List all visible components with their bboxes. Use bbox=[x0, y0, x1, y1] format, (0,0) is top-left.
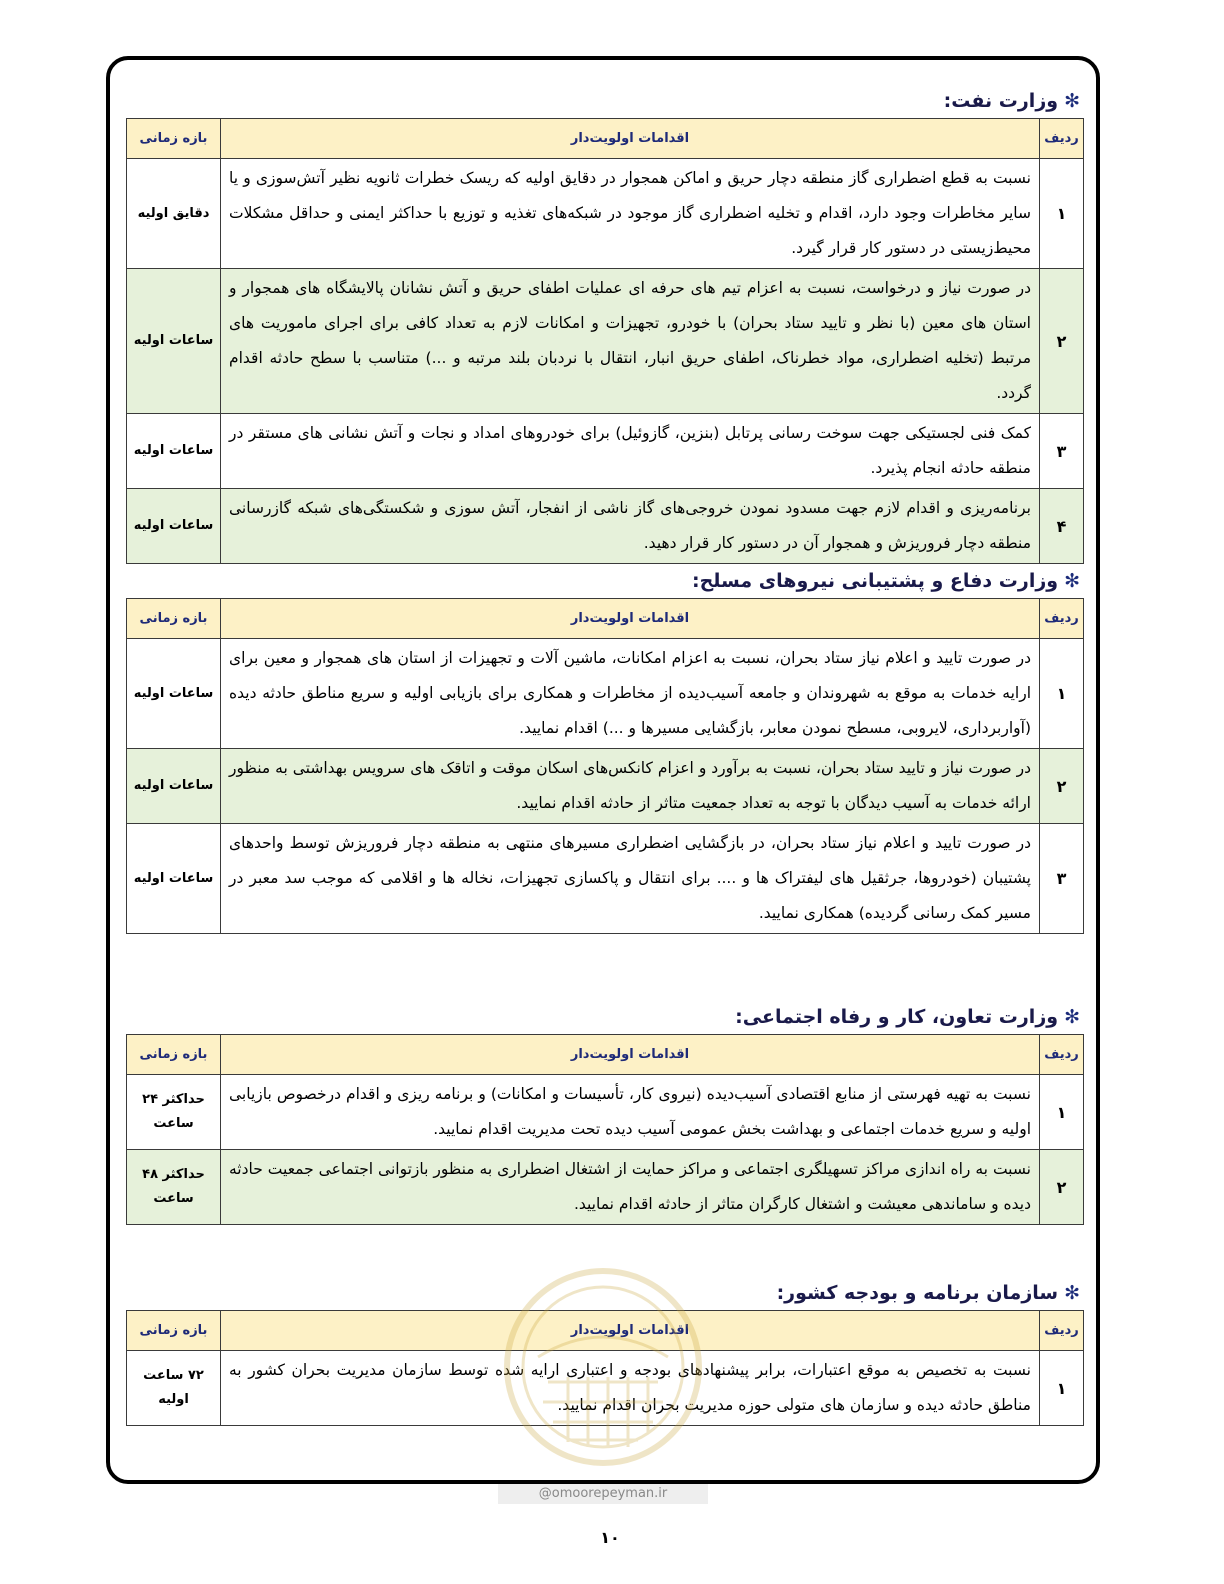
section-oil-ministry bbox=[126, 84, 1084, 564]
asterisk-icon: ✻ bbox=[1064, 90, 1080, 112]
time-frame: ساعات اولیه bbox=[127, 749, 221, 824]
header-time: بازه زمانی bbox=[127, 1035, 221, 1075]
time-frame: حداکثر ۴۸ ساعت bbox=[127, 1150, 221, 1225]
row-number: ۴ bbox=[1040, 489, 1084, 564]
header-actions: اقدامات اولویت‌دار bbox=[221, 1035, 1040, 1075]
asterisk-icon: ✻ bbox=[1064, 570, 1080, 592]
row-number: ۲ bbox=[1040, 1150, 1084, 1225]
action-text: در صورت تایید و اعلام نیاز ستاد بحران، در بازگشایی اضطراری مسیرهای منتهی به منطقه دچار فروریزش توسط واحدهای پشتیبان (خودروها، جرثقیل های لیفتراک ها و .... برای انتقال و پاکسازی تجهیزات، نخاله ها و اقلامی که موجب سد معبر در مسیر کمک رسانی گردیده) همکاری نمایید. bbox=[221, 824, 1040, 934]
action-text: در صورت تایید و اعلام نیاز ستاد بحران، نسبت به اعزام امکانات، ماشین آلات و تجهیزات از استان های همجوار و معین برای ارایه خدمات به موقع به شهروندان و جامعه آسیب‌دیده از مخاطرات و همکاری برای بازیابی اولیه و سریع مناطق حادثه دیده (آواربرداری، لایروبی، مسطح نمودن معابر، بازگشایی مسیرها و ...) اقدام نمایید. bbox=[221, 639, 1040, 749]
action-text: نسبت به قطع اضطراری گاز منطقه دچار حریق و اماکن همجوار در دقایق اولیه که ریسک خطرات ثانویه نظیر آتش‌سوزی و یا سایر مخاطرات وجود دارد، اقدام و تخلیه اضطراری گاز موجود در شبکه‌های تغذیه و توزیع با حداکثر ایمنی و حداقل مشکلات محیط‌زیستی در دستور کار قرار گیرد. bbox=[221, 159, 1040, 269]
header-time: بازه زمانی bbox=[127, 1311, 221, 1351]
asterisk-icon: ✻ bbox=[1064, 1006, 1080, 1028]
action-text: در صورت نیاز و درخواست، نسبت به اعزام تیم های حرفه ای عملیات اطفای حریق و آتش نشانان پالایشگاه های همجوار و استان های معین (با نظر و تایید ستاد بحران) با خودرو، تجهیزات و امکانات لازم به تعداد کافی برای اجرای ماموریت های مرتبط (تخلیه اضطراری، مواد خطرناک، اطفای حریق انبار، انتقال با نردبان بلند مرتبه و ...) متناسب با سطح حادثه اقدام گردد. bbox=[221, 269, 1040, 414]
table-row bbox=[127, 414, 1084, 489]
page-number: ۱۰ bbox=[600, 1528, 620, 1547]
row-number: ۲ bbox=[1040, 749, 1084, 824]
header-row-number: ردیف bbox=[1040, 1311, 1084, 1351]
watermark-url: @omoorepeyman.ir bbox=[498, 1484, 708, 1504]
row-number: ۱ bbox=[1040, 639, 1084, 749]
table-row bbox=[127, 639, 1084, 749]
header-row-number: ردیف bbox=[1040, 119, 1084, 159]
section-labor-ministry bbox=[126, 1000, 1084, 1225]
action-text: نسبت به تخصیص به موقع اعتبارات، برابر پیشنهادهای بودجه و اعتباری ارایه شده توسط سازمان مدیریت بحران کشور به مناطق حادثه دیده و سازمان های متولی حوزه مدیریت بحران اقدام نمایید. bbox=[221, 1351, 1040, 1426]
time-frame: ساعات اولیه bbox=[127, 489, 221, 564]
header-time: بازه زمانی bbox=[127, 599, 221, 639]
section-title: ✻وزارت نفت: bbox=[943, 90, 1080, 112]
watermark-logo bbox=[498, 1262, 708, 1502]
row-number: ۱ bbox=[1040, 1351, 1084, 1426]
section-title: ✻وزارت دفاع و پشتیبانی نیروهای مسلح: bbox=[691, 570, 1080, 592]
header-row-number: ردیف bbox=[1040, 599, 1084, 639]
time-frame: دقایق اولیه bbox=[127, 159, 221, 269]
action-text: نسبت به راه اندازی مراکز تسهیلگری اجتماعی و مراکز حمایت از اشتغال اضطراری به منظور بازتوانی اجتماعی جمعیت حادثه دیده و ساماندهی معیشت و اشتغال کارگران متاثر از حادثه اقدام نمایید. bbox=[221, 1150, 1040, 1225]
section-title: ✻سازمان برنامه و بودجه کشور: bbox=[776, 1282, 1080, 1304]
time-frame: ساعات اولیه bbox=[127, 414, 221, 489]
header-actions: اقدامات اولویت‌دار bbox=[221, 1311, 1040, 1351]
time-frame: حداکثر ۲۴ ساعت bbox=[127, 1075, 221, 1150]
row-number: ۲ bbox=[1040, 269, 1084, 414]
header-actions: اقدامات اولویت‌دار bbox=[221, 119, 1040, 159]
asterisk-icon: ✻ bbox=[1064, 1282, 1080, 1304]
table-row bbox=[127, 159, 1084, 269]
action-text: نسبت به تهیه فهرستی از منابع اقتصادی آسیب‌دیده (نیروی کار، تأسیسات و امکانات) و برنامه ریزی و اقدام درخصوص بازیابی اولیه و سریع خدمات اجتماعی و بهداشت بخش عمومی آسیب دیده تحت مدیریت اقدام نمایید. bbox=[221, 1075, 1040, 1150]
action-text: در صورت نیاز و تایید ستاد بحران، نسبت به برآورد و اعزام کانکس‌های اسکان موقت و اتاقک های سرویس بهداشتی به منظور ارائه خدمات به آسیب دیدگان با توجه به تعداد جمعیت متاثر از حادثه اقدام نمایید. bbox=[221, 749, 1040, 824]
actions-table bbox=[126, 598, 1084, 934]
header-row-number: ردیف bbox=[1040, 1035, 1084, 1075]
time-frame: ساعات اولیه bbox=[127, 269, 221, 414]
table-row bbox=[127, 749, 1084, 824]
action-text: برنامه‌ریزی و اقدام لازم جهت مسدود نمودن خروجی‌های گاز ناشی از انفجار، آتش سوزی و شکستگی‌های شبکه گازرسانی منطقه دچار فروریزش و همجوار آن در دستور کار قرار دهید. bbox=[221, 489, 1040, 564]
header-time: بازه زمانی bbox=[127, 119, 221, 159]
table-row bbox=[127, 1075, 1084, 1150]
table-row bbox=[127, 489, 1084, 564]
section-defense-ministry bbox=[126, 564, 1084, 934]
row-number: ۱ bbox=[1040, 159, 1084, 269]
action-text: کمک فنی لجستیکی جهت سوخت رسانی پرتابل (بنزین، گازوئیل) برای خودروهای امداد و نجات و آتش نشانی های مستقر در منطقه حادثه انجام پذیرد. bbox=[221, 414, 1040, 489]
actions-table bbox=[126, 118, 1084, 564]
row-number: ۱ bbox=[1040, 1075, 1084, 1150]
row-number: ۳ bbox=[1040, 824, 1084, 934]
time-frame: ۷۲ ساعت اولیه bbox=[127, 1351, 221, 1426]
time-frame: ساعات اولیه bbox=[127, 639, 221, 749]
table-row bbox=[127, 269, 1084, 414]
section-title: ✻وزارت تعاون، کار و رفاه اجتماعی: bbox=[735, 1006, 1080, 1028]
time-frame: ساعات اولیه bbox=[127, 824, 221, 934]
header-actions: اقدامات اولویت‌دار bbox=[221, 599, 1040, 639]
table-row bbox=[127, 1150, 1084, 1225]
table-row bbox=[127, 824, 1084, 934]
row-number: ۳ bbox=[1040, 414, 1084, 489]
actions-table bbox=[126, 1034, 1084, 1225]
